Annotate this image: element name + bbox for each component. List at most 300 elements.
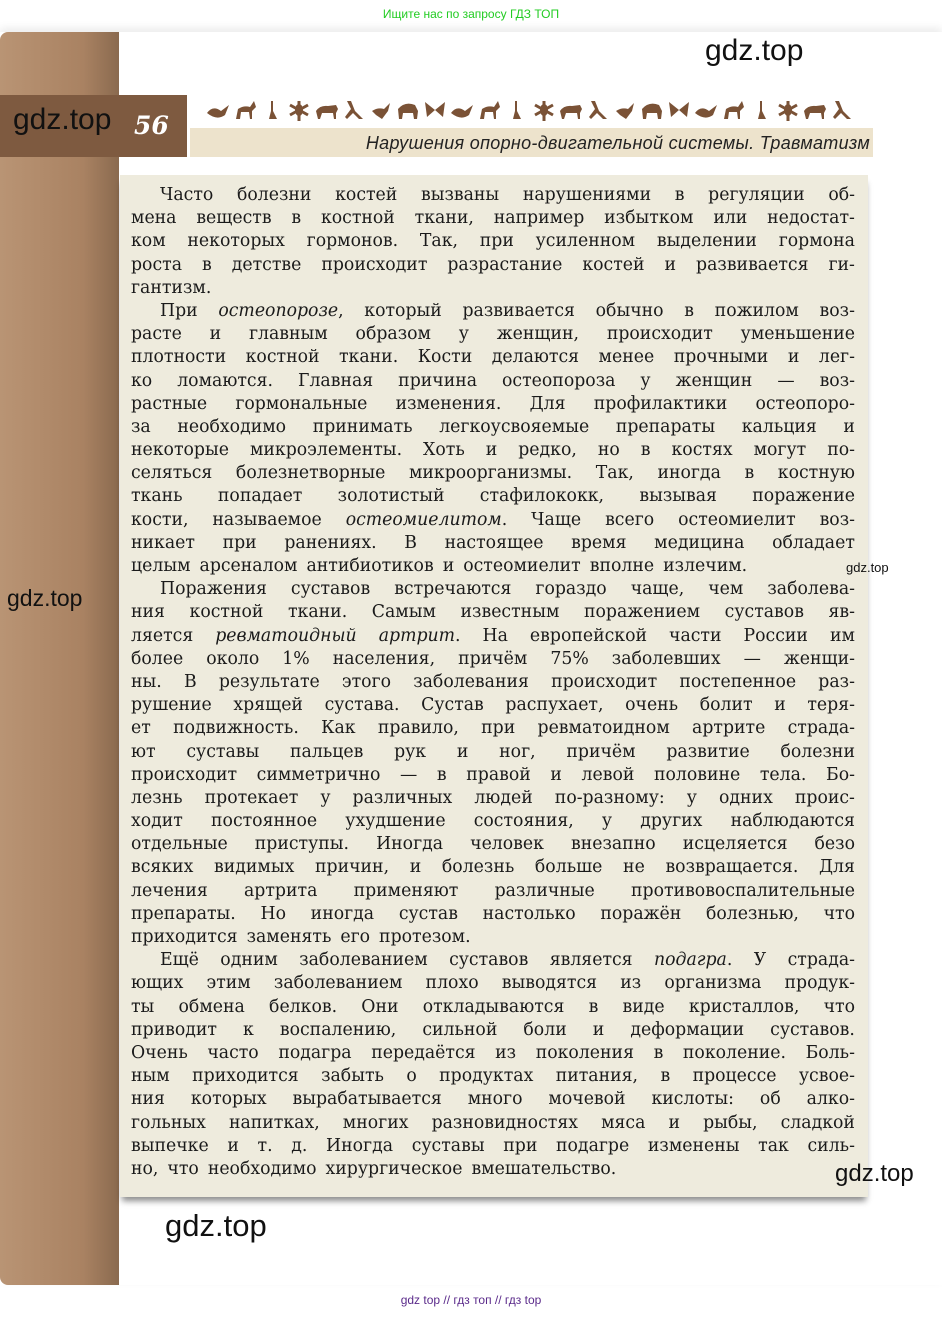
word: протезом. — [379, 927, 471, 947]
word: страда- — [787, 718, 855, 739]
word: ранениях. — [284, 532, 377, 553]
word: селяться — [131, 463, 213, 484]
word: людей — [474, 787, 533, 808]
word: заболевания — [413, 671, 529, 692]
word: по- — [827, 440, 855, 461]
word: болезни — [780, 741, 855, 762]
word: некоторые — [131, 440, 229, 461]
text-line — [131, 485, 855, 508]
word: и — [843, 416, 855, 437]
text-line — [131, 926, 855, 949]
word: заболева- — [767, 579, 855, 600]
watermark: gdz.top — [835, 1160, 914, 1187]
word: Сустав — [421, 695, 484, 716]
animal-silhouette-icon — [748, 97, 774, 128]
word: мена — [131, 208, 177, 229]
text-line — [131, 207, 855, 230]
word: и — [456, 741, 469, 762]
word: что — [823, 903, 855, 924]
animal-silhouette-icon — [341, 97, 367, 128]
word: болезнь — [441, 857, 515, 878]
word: 75% — [550, 648, 589, 669]
word: Поражения — [160, 579, 267, 600]
word: антибиотиков — [306, 556, 434, 576]
word: очень — [625, 695, 679, 716]
animal-silhouette-icon — [558, 97, 584, 128]
word: плотности — [131, 347, 227, 368]
text-line — [131, 601, 855, 624]
text-line — [131, 949, 855, 972]
word: отдельные — [131, 834, 228, 855]
text-line — [131, 903, 855, 926]
word: и — [668, 1112, 680, 1133]
word: главным — [248, 324, 328, 345]
word: Так, — [595, 463, 634, 484]
word: т. — [257, 1135, 273, 1156]
word: развитие — [666, 741, 750, 762]
word: напитках, — [228, 1112, 320, 1133]
word: Для — [529, 393, 566, 414]
word: золотистый — [337, 486, 445, 507]
word: артрите — [692, 718, 766, 739]
word: женщин — [675, 370, 753, 391]
word: и — [209, 324, 222, 345]
word: сустав — [398, 903, 458, 924]
word: менее — [598, 347, 655, 368]
word: хирургическое — [325, 1158, 463, 1179]
word: остеопоро- — [755, 393, 855, 414]
word: заболевших — [611, 648, 721, 669]
word: называемое — [212, 509, 322, 530]
word: виде — [622, 996, 665, 1017]
word: Главная — [298, 370, 374, 391]
watermark: gdz.top — [846, 560, 889, 575]
word: по-разному: — [554, 787, 665, 808]
word: болезнью, — [706, 903, 799, 924]
text-line — [131, 1065, 855, 1088]
word: обычно — [595, 300, 664, 321]
word: арсеналом — [199, 556, 298, 576]
section-title-band — [190, 128, 873, 157]
word: подвижность. — [173, 718, 299, 739]
word: вызваны — [420, 185, 500, 205]
word: суставов — [449, 950, 529, 971]
word: гораздо — [535, 579, 607, 600]
word: поражением — [583, 602, 701, 623]
word: больше — [534, 857, 603, 878]
word: и — [485, 440, 498, 461]
word: препараты — [615, 416, 716, 437]
word: У — [753, 950, 767, 971]
word: развивается — [696, 254, 809, 275]
word: является — [549, 950, 633, 971]
word: силь- — [807, 1135, 855, 1156]
word: питания, — [555, 1066, 639, 1087]
watermark: gdz.top — [705, 34, 804, 67]
word: встречаются — [394, 579, 512, 600]
word: за — [131, 416, 151, 437]
word: выделении — [656, 231, 757, 252]
word: образом — [355, 324, 431, 345]
word: заменять — [246, 927, 332, 947]
word: в — [744, 463, 755, 484]
text-line — [131, 764, 855, 787]
word: так — [758, 1135, 789, 1156]
word: более — [131, 648, 184, 669]
word: безо — [814, 834, 855, 855]
word: костей — [335, 185, 398, 205]
word: что — [167, 1158, 199, 1179]
word: усиленном — [535, 231, 636, 252]
word: у — [458, 324, 469, 345]
word: при — [479, 231, 514, 252]
word: роста — [131, 254, 183, 275]
text-line — [131, 625, 855, 648]
word: ломаются. — [177, 370, 274, 391]
word: человек — [470, 834, 544, 855]
page-number: 56 — [134, 111, 169, 140]
word: приходится — [131, 927, 238, 947]
word: об — [759, 1089, 781, 1110]
word: часто — [207, 1042, 259, 1063]
text-line — [131, 996, 855, 1019]
word: в — [674, 185, 685, 205]
word: у — [320, 787, 331, 808]
word: около — [206, 648, 260, 669]
word: Хоть — [423, 440, 465, 461]
word: им — [829, 625, 855, 646]
word: болит — [699, 695, 753, 716]
word: гормона — [778, 231, 855, 252]
word: причём — [566, 741, 636, 762]
word: ткани. — [339, 347, 399, 368]
word: процессе — [692, 1066, 777, 1087]
body-text — [131, 184, 855, 1181]
word: женщи- — [783, 648, 855, 669]
word: ляется — [131, 625, 194, 646]
word: время — [571, 532, 627, 553]
word: происходит — [551, 671, 658, 692]
word: в — [640, 440, 651, 461]
word: Часто — [160, 185, 214, 205]
word: лег- — [818, 347, 855, 368]
word: изменены — [647, 1135, 740, 1156]
word: например — [493, 208, 585, 229]
word: передаётся — [371, 1042, 476, 1063]
italic-term: остеомиелитом — [345, 509, 502, 530]
text-line — [131, 1088, 855, 1111]
animal-silhouette-icon — [232, 97, 258, 128]
word: Очень — [131, 1042, 188, 1063]
text-line — [131, 648, 855, 671]
word: вызывая — [639, 486, 717, 507]
word: наблюдаются — [730, 811, 855, 832]
word: прочными — [673, 347, 769, 368]
animal-silhouette-icon — [693, 97, 719, 128]
word: исцеляется — [682, 834, 788, 855]
word: у — [640, 370, 651, 391]
word: ткани, — [414, 208, 474, 229]
word: которых — [190, 1089, 267, 1110]
word: остеомиелитом. — [345, 509, 508, 530]
text-line — [131, 462, 855, 485]
word: воспалению, — [279, 1019, 397, 1040]
word: поражение — [752, 486, 855, 507]
text-line — [131, 323, 855, 346]
word: Как — [321, 718, 356, 739]
word: происходит — [321, 254, 428, 275]
word: одним — [220, 950, 278, 971]
word: ходит — [131, 811, 183, 832]
word: женщин, — [496, 324, 580, 345]
word: откладываются — [422, 996, 565, 1017]
word: суставов. — [770, 1019, 855, 1040]
word: хрящей — [233, 695, 303, 716]
word: костной — [320, 208, 395, 229]
word: развивается — [462, 300, 575, 321]
word: ты — [131, 996, 155, 1017]
word — [215, 625, 356, 648]
word: гормонов. — [306, 231, 399, 252]
text-line — [131, 833, 855, 856]
word: и — [442, 556, 455, 576]
word: Иногда — [376, 834, 444, 855]
word: артрита — [244, 880, 318, 901]
text-line — [131, 1019, 855, 1042]
word: многих — [342, 1112, 409, 1133]
word: нарушениями — [522, 185, 652, 205]
italic-term: остеопорозе — [218, 300, 339, 321]
word: обмена — [178, 996, 245, 1017]
word: — — [777, 370, 795, 391]
word: остеопороза — [502, 370, 616, 391]
word: одних — [718, 787, 773, 808]
word: артрит. — [378, 625, 461, 646]
word: вырабатывается — [292, 1089, 442, 1110]
word: микроэлементы. — [249, 440, 403, 461]
word: ния — [131, 1089, 165, 1110]
word: При — [160, 300, 198, 321]
word: плохо — [425, 973, 479, 994]
word: продук- — [784, 973, 855, 994]
word: Бо- — [826, 764, 855, 785]
word: Самым — [371, 602, 436, 623]
word: Чаще — [531, 509, 582, 530]
word: и — [787, 347, 800, 368]
word: регуляции — [708, 185, 805, 205]
word: настолько — [482, 903, 576, 924]
word: В — [183, 671, 197, 692]
animal-silhouette-icon — [666, 97, 692, 128]
word: пожилом — [714, 300, 799, 321]
text-line — [131, 184, 855, 207]
text-line — [131, 810, 855, 833]
word: при — [222, 532, 257, 553]
word: стафилококк, — [479, 486, 605, 507]
word: в — [684, 300, 694, 321]
word: остеомиелит — [463, 556, 581, 576]
word: не — [623, 857, 645, 878]
animal-silhouette-icon — [503, 97, 529, 128]
text-line — [131, 277, 855, 300]
word: излечим. — [663, 556, 748, 576]
text-line — [131, 393, 855, 416]
animal-silhouette-icon — [259, 97, 285, 128]
word: вполне — [589, 556, 655, 576]
word: в — [653, 1042, 664, 1063]
section-title: Нарушения опорно-двигательной системы. Травматизм — [365, 133, 870, 153]
text-line — [131, 856, 855, 879]
word: иногда — [310, 903, 375, 924]
word: известным — [460, 602, 560, 623]
text-line — [131, 370, 855, 393]
watermark: gdz.top — [7, 585, 83, 611]
word: 1% — [282, 648, 310, 669]
text-line — [131, 787, 855, 810]
text-line — [131, 717, 855, 740]
word: ткани. — [288, 602, 348, 623]
text-line — [131, 254, 855, 277]
word: выпечке — [131, 1135, 209, 1156]
word: но, — [131, 1158, 159, 1179]
word: чем — [708, 579, 744, 600]
animal-silhouette-icon — [205, 97, 231, 128]
word: суставов — [724, 602, 804, 623]
word: В — [404, 532, 417, 553]
word: России — [743, 625, 808, 646]
word: европейской — [529, 625, 648, 646]
word: о — [406, 1066, 417, 1087]
word: поколения — [535, 1042, 634, 1063]
word: различных — [352, 787, 453, 808]
text-line — [131, 300, 855, 323]
italic-term: артрит — [378, 625, 456, 646]
word: приступы. — [254, 834, 350, 855]
word: гантизм. — [131, 277, 212, 298]
word: боли — [523, 1019, 567, 1040]
word: профилактики — [593, 393, 728, 414]
word: всего — [605, 509, 655, 530]
word: из — [495, 1042, 517, 1063]
italic-term: ревматоидный — [215, 625, 357, 646]
text-line — [131, 1135, 855, 1158]
text-line — [131, 1042, 855, 1065]
word: веществ — [196, 208, 272, 229]
animal-silhouette-icon — [449, 97, 475, 128]
animal-silhouette-icon — [531, 97, 557, 128]
text-line — [131, 972, 855, 995]
word: половине — [653, 764, 741, 785]
watermark: gdz.top — [13, 103, 112, 136]
word: и — [409, 857, 422, 878]
word: препараты. — [131, 903, 236, 924]
animal-silhouette-icon — [612, 97, 638, 128]
word: костной — [189, 602, 264, 623]
text-line — [131, 880, 855, 903]
word: разрастание — [447, 254, 563, 275]
animal-silhouette-icon — [395, 97, 421, 128]
footer-links: gdz top // гдз топ // гдз top — [400, 1293, 542, 1307]
word: правой — [466, 764, 531, 785]
word: воз- — [819, 509, 855, 530]
word: в — [202, 254, 212, 275]
word: костную — [777, 463, 855, 484]
word: симметрично — [256, 764, 381, 785]
animal-silhouette-icon — [829, 97, 855, 128]
word: расте — [131, 324, 182, 345]
word: необходимо — [207, 1158, 317, 1179]
word: ревматоидном — [537, 718, 670, 739]
word: ног, — [499, 741, 536, 762]
word: яв- — [828, 602, 855, 623]
word: мяса — [601, 1112, 646, 1133]
word: гольных — [131, 1112, 206, 1133]
word: много — [467, 1089, 523, 1110]
animal-silhouette-icon — [286, 97, 312, 128]
word: ухудшение — [345, 811, 446, 832]
word: тела. — [759, 764, 807, 785]
word: рыбы, — [703, 1112, 758, 1133]
word: никает — [131, 532, 195, 553]
word: и — [774, 695, 786, 716]
word: в — [588, 996, 599, 1017]
word: в — [436, 764, 447, 785]
word: и — [227, 1135, 239, 1156]
word: ным — [131, 1066, 170, 1087]
word: Для — [818, 857, 855, 878]
animal-silhouettes-ornament — [205, 100, 855, 128]
word: различные — [494, 880, 595, 901]
word: мочевой — [548, 1089, 626, 1110]
word: лезнь — [131, 787, 183, 808]
word: происходит — [131, 764, 238, 785]
word: обладает — [772, 532, 855, 553]
word: могут — [753, 440, 807, 461]
word: других — [640, 811, 703, 832]
word: у — [601, 811, 613, 832]
text-line — [131, 509, 855, 532]
word: медицина — [654, 532, 745, 553]
word: происходит — [606, 324, 713, 345]
word: остеомиелит — [678, 509, 796, 530]
word: к — [243, 1019, 254, 1040]
word: подагре — [556, 1135, 630, 1156]
word: воз- — [819, 300, 855, 321]
word: и — [550, 764, 562, 785]
word: подагра — [278, 1042, 352, 1063]
word: в — [291, 208, 302, 229]
word: д. — [291, 1135, 308, 1156]
word: ны. — [131, 671, 162, 692]
word: Так, — [419, 231, 459, 252]
word: заболеванием — [273, 973, 403, 994]
animal-silhouette-icon — [422, 97, 448, 128]
word: части — [669, 625, 722, 646]
word: избытком — [604, 208, 694, 229]
animal-silhouette-icon — [476, 97, 502, 128]
word: гормональные — [235, 393, 368, 414]
word: разновидностях — [431, 1112, 578, 1133]
word: сильной — [422, 1019, 498, 1040]
word: постоянное — [211, 811, 318, 832]
word: противовоспалительные — [631, 880, 855, 901]
word: заболеванием — [299, 950, 428, 971]
word: кальция — [741, 416, 817, 437]
animal-silhouette-icon — [775, 97, 801, 128]
word: белков. — [269, 996, 338, 1017]
word: подагра. — [653, 950, 733, 971]
word: чаще, — [630, 579, 685, 600]
